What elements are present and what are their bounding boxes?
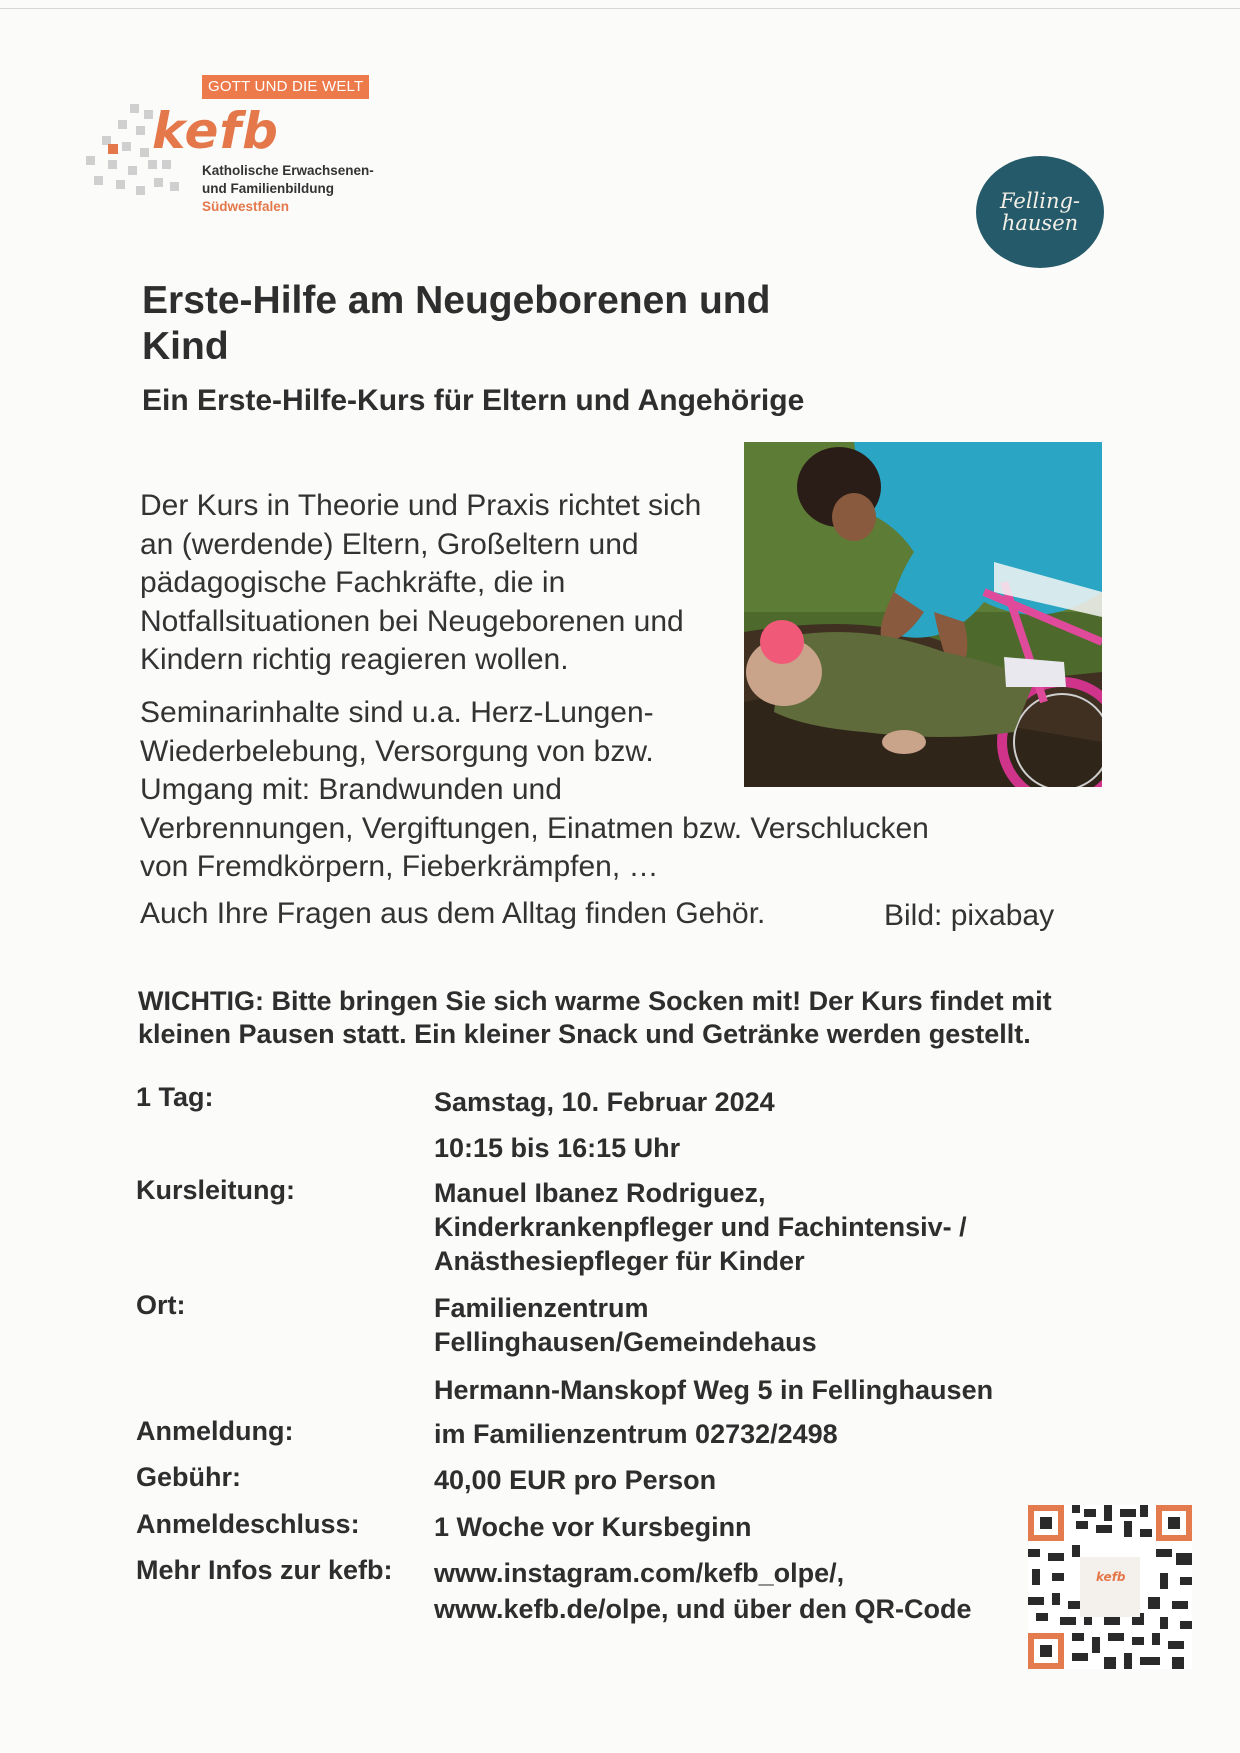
badge-line2: hausen xyxy=(1001,211,1079,235)
page-subtitle: Ein Erste-Hilfe-Kurs für Eltern und Angehörige xyxy=(142,384,805,417)
place-line1: Familienzentrum xyxy=(434,1293,649,1323)
info-website-link[interactable]: www.kefb.de/olpe, und über den QR-Code xyxy=(434,1594,972,1624)
badge-line1: Felling- xyxy=(999,189,1081,213)
content-paragraph xyxy=(140,694,1140,887)
fee-value: 40,00 EUR pro Person xyxy=(434,1465,717,1495)
qr-code-icon[interactable] xyxy=(1028,1505,1192,1669)
deadline-label: Anmeldeschluss: xyxy=(136,1509,360,1539)
place-label: Ort: xyxy=(136,1290,186,1320)
fee-label: Gebühr: xyxy=(136,1462,241,1492)
info-instagram-link[interactable]: www.instagram.com/kefb_olpe/, xyxy=(434,1558,845,1588)
svg-text:kefb: kefb xyxy=(1096,1570,1126,1584)
fellinghausen-badge xyxy=(976,156,1104,268)
content-line: Seminarinhalte sind u.a. Herz-Lungen- xyxy=(140,696,654,729)
page-title: Erste-Hilfe am Neugeborenen und Kind xyxy=(142,279,771,368)
place-line2: Fellinghausen/Gemeindehaus xyxy=(434,1327,817,1357)
questions-line: Auch Ihre Fragen aus dem Alltag finden Gehör. xyxy=(140,897,766,930)
place-address: Hermann-Manskopf Weg 5 in Fellinghausen xyxy=(434,1375,994,1405)
content-line: Verbrennungen, Vergiftungen, Einatmen bzw. Verschlucken xyxy=(140,811,929,845)
leader-role-line2: Anästhesiepfleger für Kinder xyxy=(434,1246,805,1276)
image-credit: Bild: pixabay xyxy=(884,899,1055,932)
logo-org-region: Südwestfalen xyxy=(202,199,290,214)
logo-org-line2: und Familienbildung xyxy=(202,181,334,196)
course-date: Samstag, 10. Februar 2024 xyxy=(434,1087,775,1117)
kefb-logo xyxy=(78,72,398,222)
intro-paragraph: Der Kurs in Theorie und Praxis richtet sich an (werdende) Eltern, Großeltern und pädagogische Fachkräfte, die in Notfallsituationen bei Neugeborenen und Kindern richtig reagieren wollen. xyxy=(140,489,702,676)
content-line: Umgang mit: Brandwunden und xyxy=(140,773,562,806)
day-label: 1 Tag: xyxy=(136,1082,214,1112)
content-line: Wiederbelebung, Versorgung von bzw. xyxy=(140,734,654,768)
logo-org-name xyxy=(202,162,374,216)
logo-org-line1: Katholische Erwachsenen- xyxy=(202,163,374,178)
content-line: von Fremdkörpern, Fieberkrämpfen, … xyxy=(140,850,659,883)
logo-banner: GOTT UND DIE WELT xyxy=(202,75,369,99)
leader-label: Kursleitung: xyxy=(136,1175,295,1205)
leader-name: Manuel Ibanez Rodriguez, xyxy=(434,1178,766,1208)
info-label: Mehr Infos zur kefb: xyxy=(136,1555,393,1585)
scan-edge-line xyxy=(0,8,1240,9)
course-time: 10:15 bis 16:15 Uhr xyxy=(434,1133,681,1163)
signup-label: Anmeldung: xyxy=(136,1416,294,1446)
important-notice: WICHTIG: Bitte bringen Sie sich warme Socken mit! Der Kurs findet mit kleinen Pausen statt. Ein kleiner Snack und Getränke werden gestellt. xyxy=(138,986,1052,1049)
signup-contact: im Familienzentrum 02732/2498 xyxy=(434,1419,838,1449)
leader-role-line1: Kinderkrankenpfleger und Fachintensiv- / xyxy=(434,1212,967,1242)
logo-wordmark: kefb xyxy=(152,102,279,160)
deadline-value: 1 Woche vor Kursbeginn xyxy=(434,1512,752,1542)
